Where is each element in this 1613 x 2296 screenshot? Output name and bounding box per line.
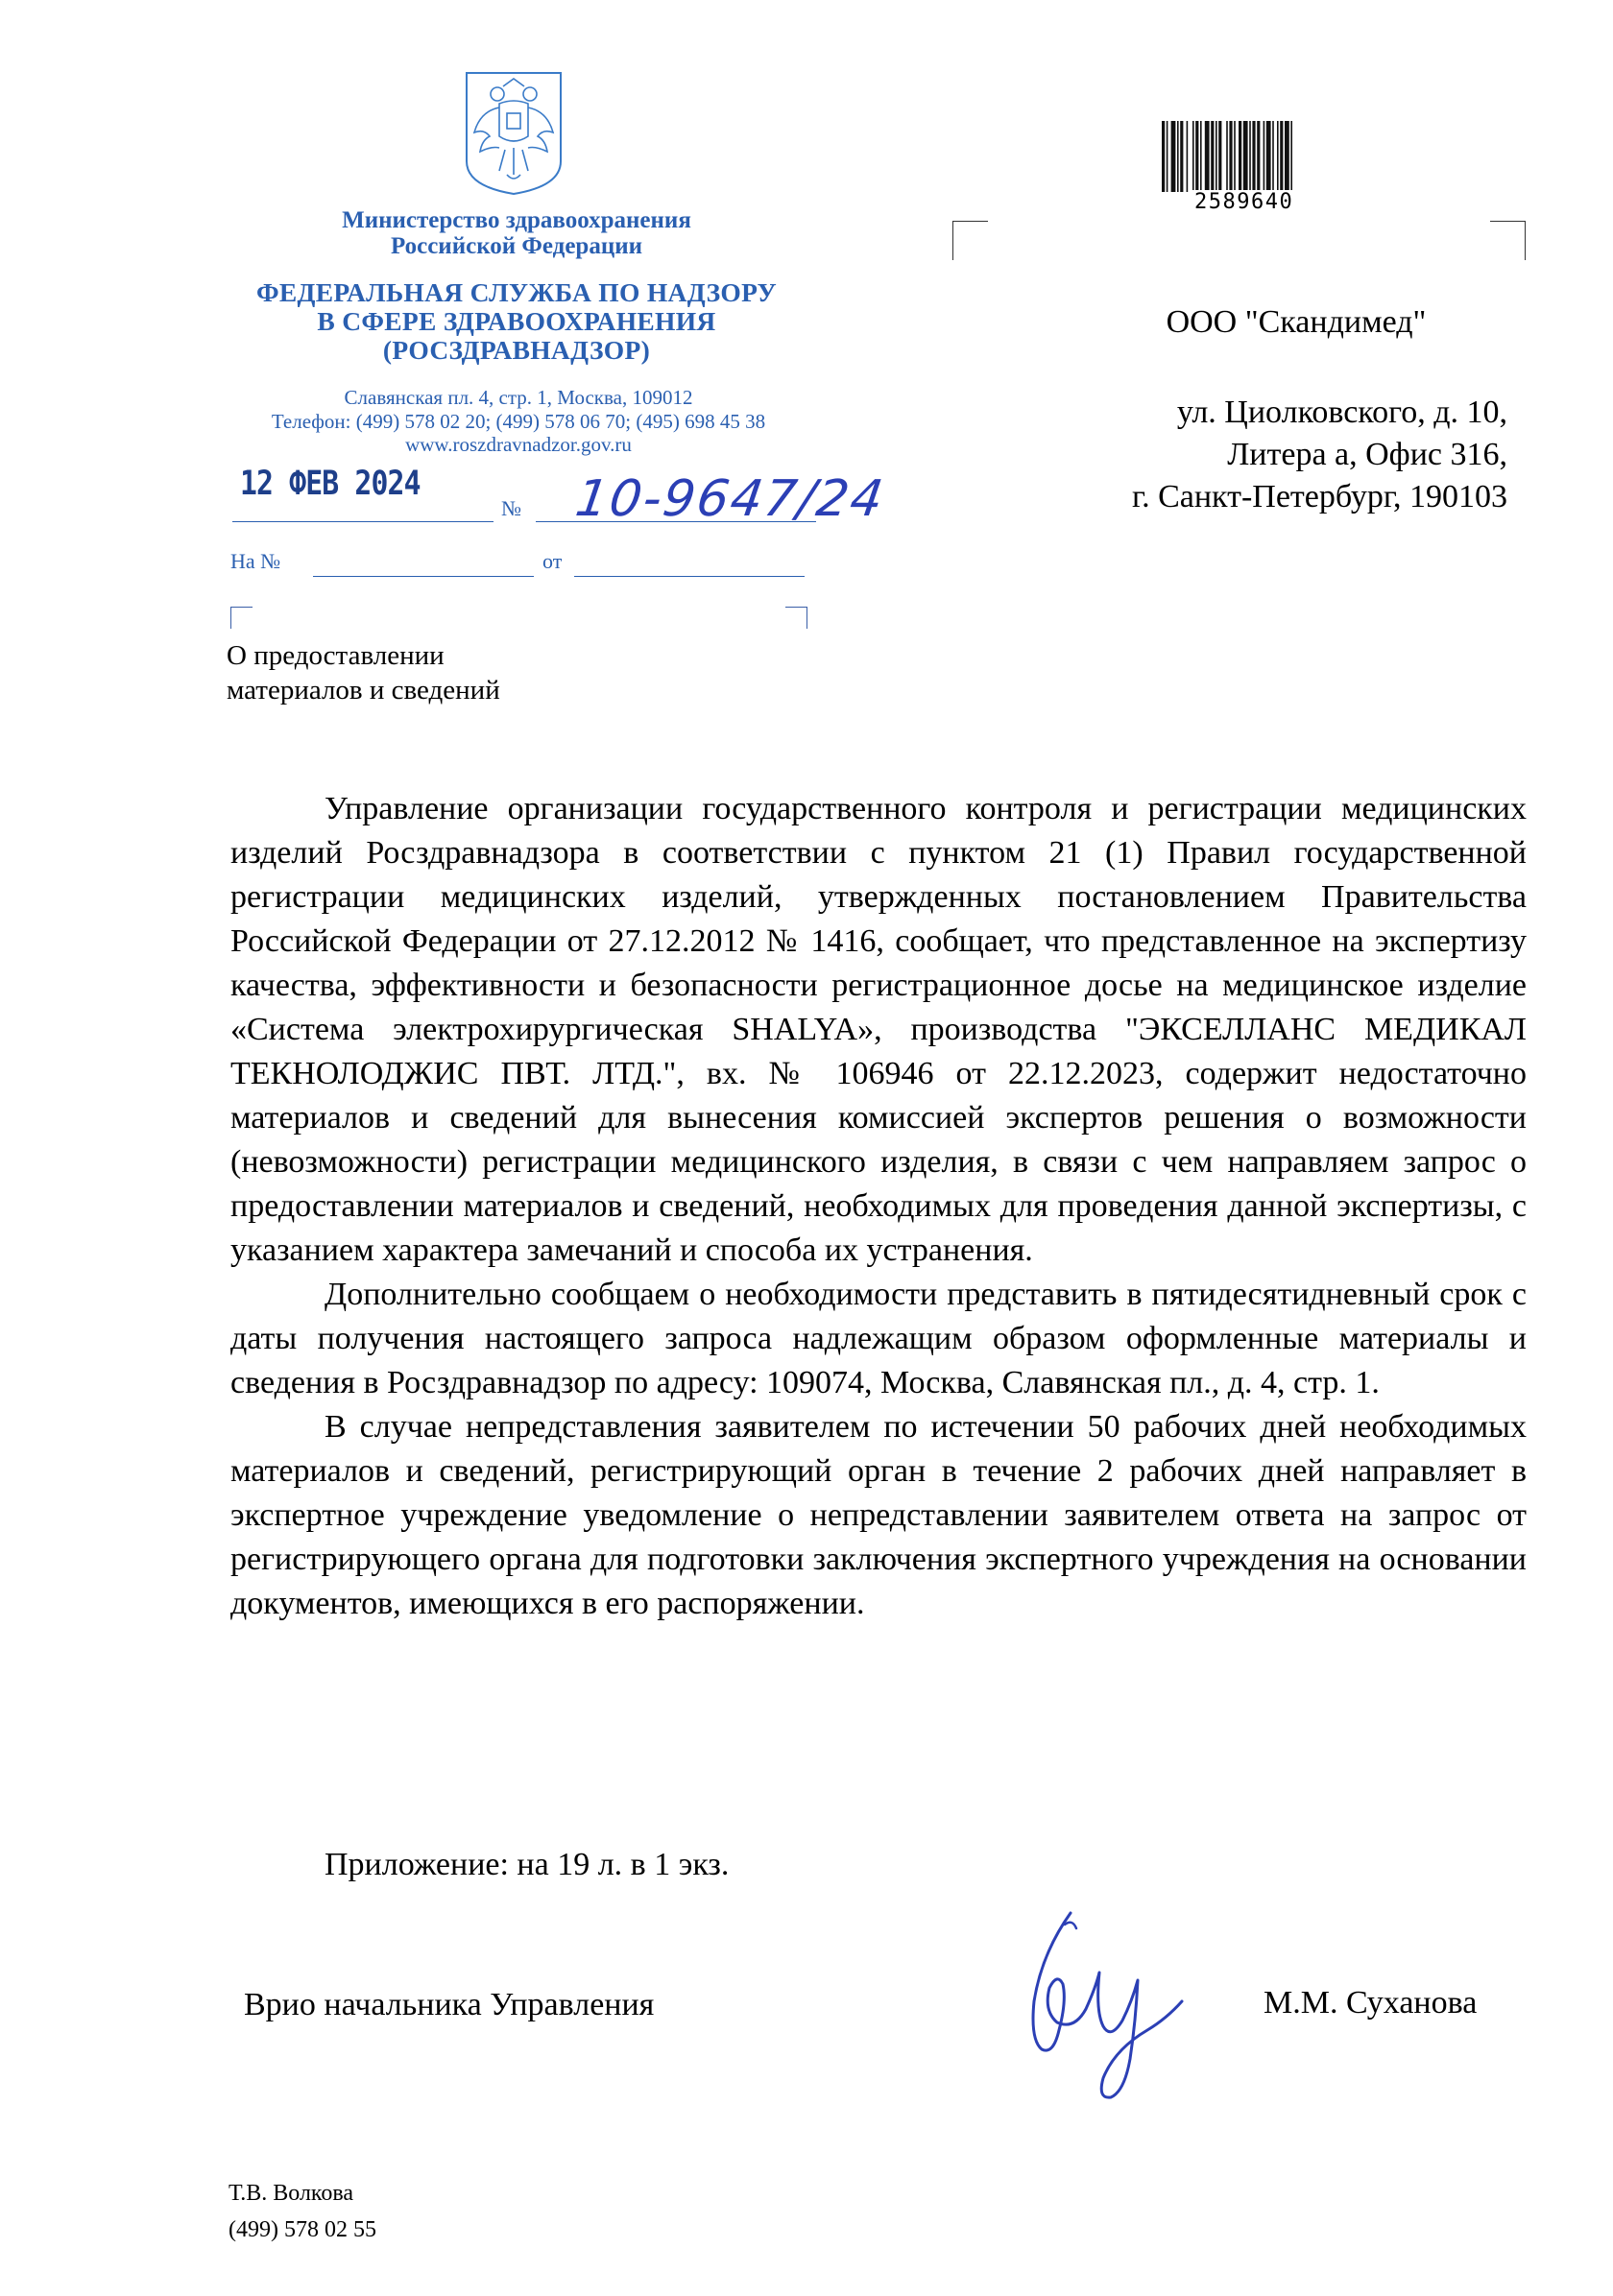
- barcode-bar: [1205, 121, 1210, 192]
- service-name: [209, 278, 824, 365]
- recipient-address: [1047, 392, 1507, 518]
- barcode-bar: [1192, 121, 1194, 192]
- barcode-bar: [1195, 121, 1198, 192]
- recipient-address-line-3: г. Санкт-Петербург, 190103: [1131, 479, 1507, 514]
- executor-phone: (499) 578 02 55: [229, 2217, 376, 2242]
- subject-corner-right: [785, 607, 807, 629]
- recipient-address-line-1: ул. Циолковского, д. 10,: [1176, 395, 1507, 430]
- barcode-bar: [1266, 121, 1271, 192]
- barcode-bar: [1167, 121, 1168, 192]
- letterhead-contacts: [221, 386, 816, 457]
- service-line-3: (РОСЗДРАВНАДЗОР): [382, 335, 651, 365]
- subject-line-2: материалов и сведений: [227, 675, 500, 706]
- barcode-bar: [1226, 121, 1228, 192]
- address-corner-right: [1490, 221, 1526, 260]
- barcode-bar: [1285, 121, 1289, 192]
- barcode-bar: [1171, 121, 1176, 192]
- barcode-bar: [1249, 121, 1251, 192]
- ministry-name: [238, 207, 795, 259]
- recipient-name: ООО "Скандимед": [1166, 304, 1427, 340]
- barcode-bar: [1252, 121, 1255, 192]
- reference-date-underline: [574, 576, 805, 577]
- body-paragraph-3: В случае непредставления заявителем по истечении 50 рабочих дней необходимых материалов и сведений, регистрирующий орган в течение 2 рабочих дней направляет в экспертное учреждение уведомление о непредставлении заявителем ответа на запрос от регистрирующего органа для подготовки заключения экспертного учреждения на основании документов, имеющихся в его распоряжении.: [230, 1409, 1527, 1621]
- number-label: №: [501, 496, 521, 520]
- executor-info: [229, 2175, 376, 2248]
- reference-date-label: от: [542, 549, 563, 573]
- body-paragraph-1: Управление организации государственного контроля и регистрации медицинских изделий Росздравнадзора в соответствии с пунктом 21 (1) Правил государственной регистрации медицинских изделий, утвержденных постановлением Правительства Российской Федерации от 27.12.2012 № 1416, сообщает, что представленное на экспертизу качества, эффективности и безопасности регистрационное досье на медицинское изделие «Система электрохирургическая SHALYA», производства "ЭКСЕЛЛАНС МЕДИКАЛ ТЕКНОЛОДЖИС ПВТ. ЛТД.", вх. № 106946 от 22.12.2023, содержит недостаточно материалов и сведений для вынесения комиссией экспертов решения о возможности (невозможности) регистрации медицинского изделия, в связи с чем направляем запрос о предоставлении материалов и сведений, необходимых для проведения данной экспертизы, с указанием характера замечаний и способа их устранения.: [230, 791, 1527, 1268]
- body-paragraph-2: Дополнительно сообщаем о необходимости представить в пятидесятидневный срок с даты получения настоящего запроса надлежащим образом оформленные материалы и сведения в Росздравнадзор по адресу: 109074, Москва, Славянская пл., д. 4, стр. 1.: [230, 1277, 1527, 1400]
- reference-number-underline: [313, 576, 534, 577]
- barcode-bar: [1239, 121, 1241, 192]
- signer-title: Врио начальника Управления: [244, 1987, 655, 2022]
- letterhead-phones: Телефон: (499) 578 02 20; (499) 578 06 70; (495) 698 45 38: [271, 409, 766, 433]
- barcode-bar: [1187, 121, 1189, 192]
- barcode-bar: [1264, 121, 1265, 192]
- date-stamp: 12 ФЕВ 2024: [240, 465, 421, 503]
- barcode-bar: [1257, 121, 1260, 192]
- barcode-bar: [1200, 121, 1202, 192]
- attachment-note: Приложение: на 19 л. в 1 экз.: [325, 1847, 730, 1882]
- service-line-1: ФЕДЕРАЛЬНАЯ СЛУЖБА ПО НАДЗОРУ: [255, 277, 778, 307]
- executor-name: Т.В. Волкова: [229, 2181, 354, 2206]
- registration-number-handwritten: 10-9647/24: [571, 470, 889, 528]
- signer-name: М.М. Суханова: [1264, 1985, 1478, 2021]
- barcode-bar: [1272, 121, 1274, 192]
- barcode-bar: [1234, 121, 1236, 192]
- letter-subject: [227, 638, 500, 707]
- letterhead-address: Славянская пл. 4, стр. 1, Москва, 109012: [344, 386, 693, 409]
- barcode-bar: [1162, 121, 1165, 192]
- date-underline: [232, 521, 494, 522]
- barcode-bar: [1211, 121, 1214, 192]
- handwritten-signature: [1003, 1896, 1195, 2107]
- address-corner-left: [952, 221, 988, 260]
- recipient-address-line-2: Литера а, Офис 316,: [1227, 437, 1507, 472]
- barcode-bar: [1243, 121, 1248, 192]
- barcode-number: 2589640: [1191, 190, 1297, 214]
- barcode-bar: [1229, 121, 1232, 192]
- letterhead-website: www.roszdravnadzor.gov.ru: [405, 433, 632, 456]
- letter-body: [230, 787, 1527, 1626]
- barcode-bar: [1280, 121, 1283, 192]
- subject-line-1: О предоставлении: [227, 640, 445, 671]
- ministry-line-2: Российской Федерации: [390, 233, 643, 259]
- barcode-bar: [1177, 121, 1179, 192]
- barcode-bar: [1277, 121, 1279, 192]
- subject-corner-left: [230, 607, 253, 629]
- reference-number-label: На №: [230, 549, 281, 573]
- ministry-line-1: Министерство здравоохранения: [342, 207, 691, 233]
- barcode-bar: [1290, 121, 1292, 192]
- barcode-bar: [1180, 121, 1183, 192]
- coat-of-arms-emblem: [461, 69, 566, 196]
- barcode-bar: [1218, 121, 1221, 192]
- service-line-2: В СФЕРЕ ЗДРАВООХРАНЕНИЯ: [317, 306, 716, 336]
- barcode-bar: [1216, 121, 1217, 192]
